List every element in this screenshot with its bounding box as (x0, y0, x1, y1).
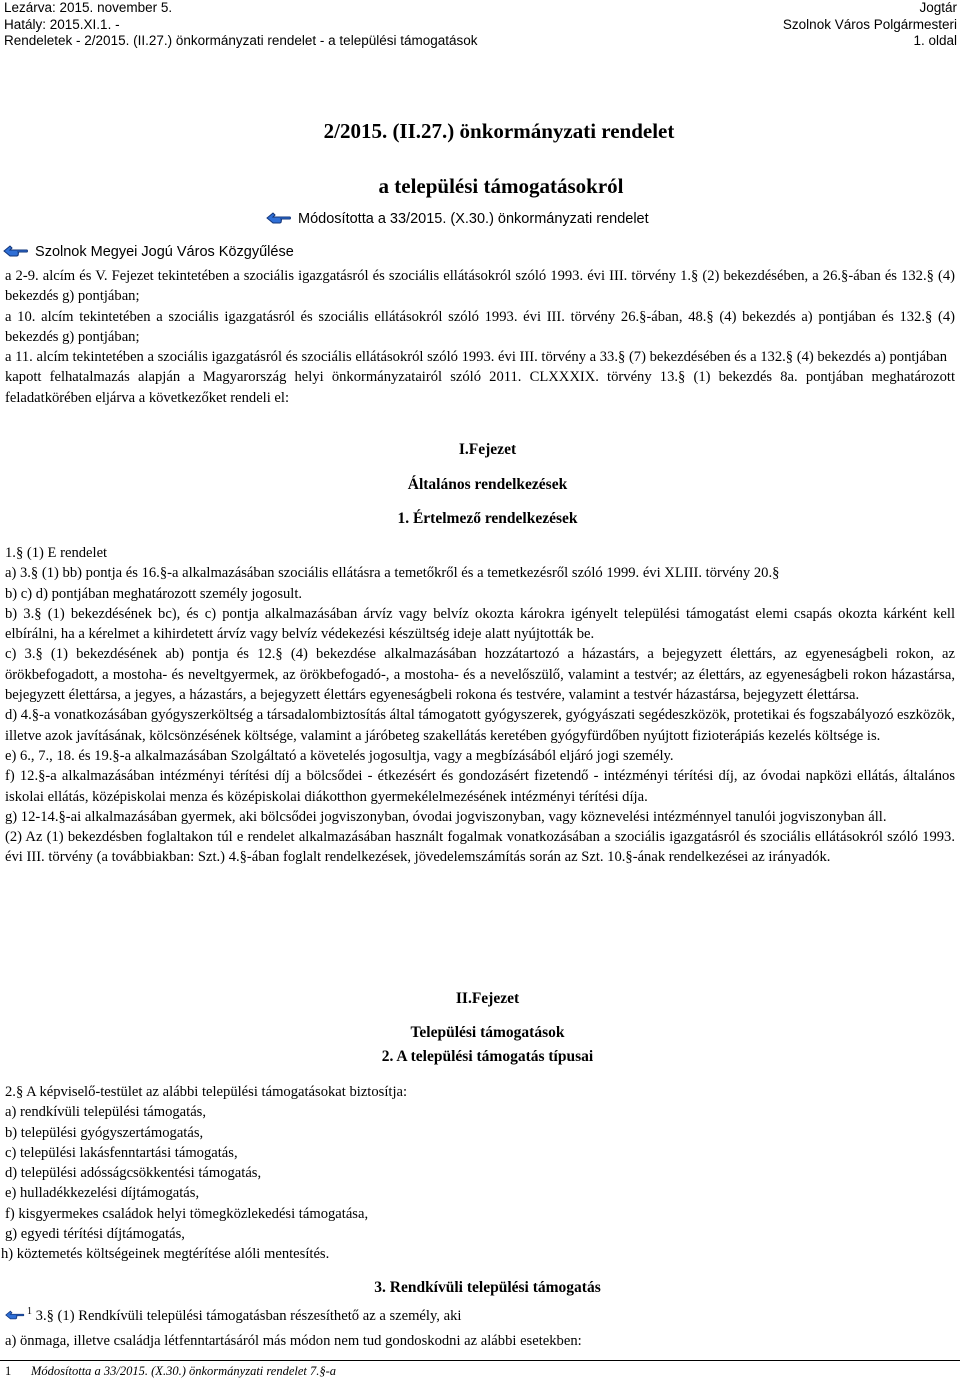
section-1 (5, 543, 955, 868)
document-title: 2/2015. (II.27.) önkormányzati rendelet (323, 119, 675, 143)
definition-item: a) 3.§ (1) bb) pontja és 16.§-a alkalmazásában szociális ellátásra a temetőkről és a temetkezésről szóló 1999. évi XLIII. törvény 20.§ (5, 565, 780, 582)
header-doc-path: Rendeletek - 2/2015. (II.27.) önkormányzati rendelet - a települési támogatások (4, 33, 478, 48)
list-item: a) önmaga, illetve családja létfenntartásáról más módon nem tud gondoskodni az alábbi esetekben: (5, 1333, 582, 1349)
footnote-text: Módosította a 33/2015. (X.30.) önkormányzati rendelet 7.§-a (31, 1364, 337, 1378)
section-intro: 3.§ (1) Rendkívüli települési támogatásban részesíthető az a személy, aki (35, 1307, 462, 1324)
chapter-title: Települési támogatások (410, 1024, 565, 1041)
issuer-line (3, 244, 294, 260)
pointing-hand-icon (3, 244, 29, 258)
preamble-paragraph: a 2-9. alcím és V. Fejezet tekintetében a szociális igazgatásról és szociális ellátásokról szóló 1993. évi III. törvény 1.§ (2) bekezdésében, a 26.§-ában és 132.§ (4) bekezdés g) pontjában; (5, 268, 955, 305)
definition-item: g) 12-14.§-ai alkalmazásában gyermek, aki bölcsődei jogviszonyban, óvodai jogviszonyban, vagy köznevelési intézménnyel tanulói jogviszonyban áll. (5, 808, 887, 825)
support-types-list (1, 1082, 408, 1265)
modification-link[interactable]: Módosította a 33/2015. (X.30.) önkormányzati rendelet (298, 211, 649, 227)
header-left (4, 0, 478, 50)
definition-item: b) 3.§ (1) bekezdésének bc), és c) pontja alkalmazásában árvíz vagy belvíz okozta károkra igényelt települési támogatást elemi csapás okozta kárként kell elbírálni, ha a kérelmet a kihirdetett árvíz vagy belvíz védekezési készültség ideje alatt nyújtották be. (5, 605, 955, 643)
list-item: d) települési adósságcsökkentési támogatás, (5, 1165, 262, 1182)
list-item: c) települési lakásfenntartási támogatás, (5, 1144, 238, 1161)
list-item: e) hulladékkezelési díjtámogatás, (5, 1185, 200, 1202)
section-intro: 2.§ A képviselő-testület az alábbi települési támogatásokat biztosítja: (5, 1084, 408, 1100)
list-item: g) egyedi térítési díjtámogatás, (5, 1226, 185, 1243)
preamble (5, 266, 955, 408)
definition-item: f) 12.§-a alkalmazásában intézményi térítési díj a bölcsődei - étkezésért és gondozásért fizetendő - intézményi térítési díj, az óvodai napközi ellátás, általános iskolai ellátás, középiskolai menza és középiskolai diákotthon gyermekélelmezésének intézményi térítési díja. (5, 768, 955, 805)
footnote (5, 1364, 336, 1379)
footnote-ref[interactable]: 1 (27, 1306, 32, 1317)
section-heading: 3. Rendkívüli települési támogatás (374, 1279, 601, 1296)
preamble-paragraph: kapott felhatalmazás alapján a Magyarország helyi önkormányzatairól szóló 2011. CLXXXIX. törvény 13.§ (1) bekezdés 8a. pontjában meghatározott feladatkörében eljárva a következőket rendeli el: (5, 369, 955, 406)
header-effective: Hatály: 2015.XI.1. - (4, 16, 120, 32)
page-header (0, 0, 960, 52)
issuer-name: Szolnok Megyei Jogú Város Közgyűlése (35, 244, 294, 260)
definition-item: d) 4.§-a vonatkozásában gyógyszerköltség a társadalombiztosítás által támogatott gyógyszerek, gyógyászati segédeszközök, protetikai és fogszabályozó eszközök, illetve azok javításának, kölcsönzésének költsége, valamint a járóbeteg szakellátás keretében gyógyfürdőben nyújtott fizioterápiás kezelés költsége is. (5, 707, 955, 744)
list-item: a) rendkívüli települési támogatás, (5, 1104, 207, 1121)
header-owner: Szolnok Város Polgármesteri (782, 16, 957, 32)
pointing-hand-icon (266, 211, 292, 225)
document-subtitle: a települési támogatásokról (378, 174, 624, 198)
definition-item: e) 6., 7., 18. és 19.§-a alkalmazásában Szolgáltató a követelés jogosultja, vagy a megbízásából eljáró jogi személy. (5, 747, 674, 764)
footnote-number: 1 (5, 1364, 12, 1378)
section-paragraph-2: (2) Az (1) bekezdésben foglaltakon túl e rendelet alkalmazásában használt fogalmak vonatkozásában a szociális igazgatásról és szociális ellátásokról szóló 1993. évi III. törvény (a továbbiakban: Szt.) 4.§-ában foglalt rendelkezések, jövedelemszámítás során az Szt. 10.§-ának rendelkezései az irányadók. (5, 829, 955, 866)
list-item: f) kisgyermekes családok helyi tömegközlekedési támogatása, (5, 1205, 369, 1222)
preamble-paragraph: a 10. alcím tekintetében a szociális igazgatásról és szociális ellátásokról szóló 1993. évi III. törvény 26.§-ában, 48.§ (4) bekezdés a) pontjában és 132.§ (4) bekezdés g) pontjában; (5, 308, 955, 345)
chapter-number: II.Fejezet (455, 990, 520, 1007)
chapter-title: Általános rendelkezések (407, 476, 568, 493)
pointing-hand-icon (5, 1308, 25, 1322)
footnote-divider (0, 1360, 960, 1361)
header-right (783, 0, 957, 50)
definition-item: c) 3.§ (1) bekezdésének ab) pontja és 12.§ (4) bekezdése alkalmazásában hozzátartozó a házastárs, a bejegyzett élettárs, az egyeneságbeli rokon, az örökbefogadott, a mostoha- és neveltgyermek, az örökbefogadó-, a mostoha- és a nevelőszülő, valamint a testvér; az élettárs, az egyeneságbeli rokon házastársa, bejegyzett élettársa, a jegyes, a házastárs, a bejegyzett élettárs egyeneságbeli rokona és testvére, valamint a testvér házastársa, bejegyzett élettársa. (5, 646, 955, 704)
modification-note[interactable] (266, 211, 649, 227)
section-3-intro (5, 1306, 461, 1325)
section-heading: 1. Értelmező rendelkezések (397, 510, 578, 527)
header-source: Jogtár (919, 0, 957, 15)
list-item: h) köztemetés költségeinek megtérítése alóli mentesítés. (1, 1246, 330, 1263)
definition-item: b) c) d) pontjában meghatározott személy jogosult. (5, 585, 303, 602)
page-number: 1. oldal (913, 33, 957, 48)
chapter-number: I.Fejezet (458, 441, 517, 458)
section-heading: 2. A települési támogatás típusai (381, 1048, 594, 1065)
section-intro: 1.§ (1) E rendelet (5, 545, 108, 561)
list-item: b) települési gyógyszertámogatás, (5, 1124, 204, 1141)
header-closed-date: Lezárva: 2015. november 5. (4, 0, 173, 15)
preamble-paragraph: a 11. alcím tekintetében a szociális igazgatásról és szociális ellátásokról szóló 1993. évi III. törvény a 33.§ (7) bekezdésében és a 132.§ (4) bekezdés a) pontjában (5, 349, 948, 366)
